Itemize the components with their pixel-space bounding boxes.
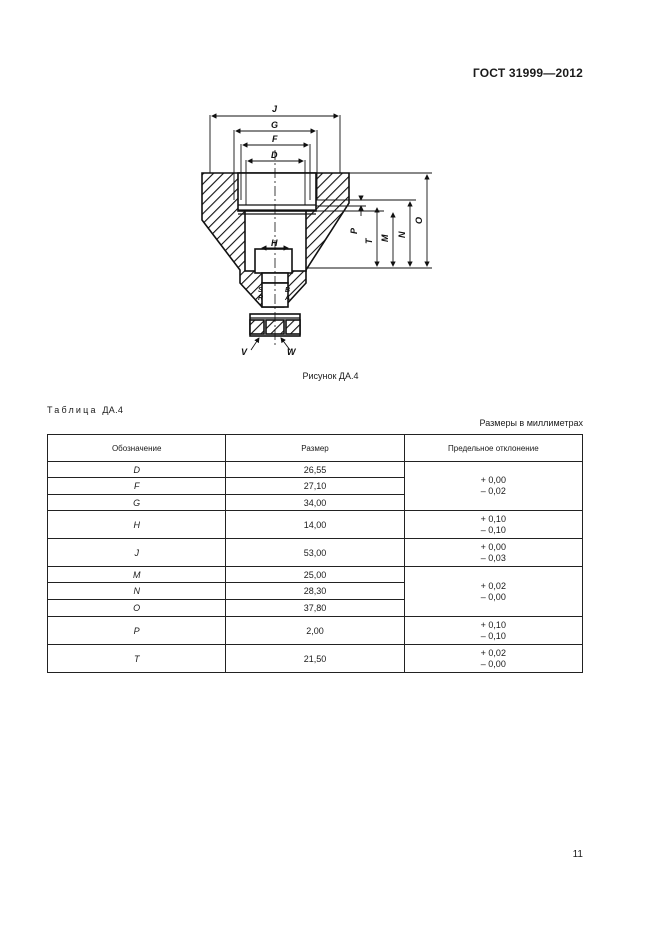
row-size: 2,00 xyxy=(226,617,404,645)
row-symbol: D xyxy=(48,462,226,478)
tolerance-upper: + 0,00 xyxy=(480,541,506,552)
table-row xyxy=(48,511,583,539)
row-tolerance xyxy=(404,539,582,567)
label-D: D xyxy=(271,150,278,160)
tolerance-upper: + 0,10 xyxy=(480,619,506,630)
row-size: 34,00 xyxy=(226,495,404,511)
row-size: 53,00 xyxy=(226,539,404,567)
header-tolerance: Предельное отклонение xyxy=(404,435,582,462)
technical-drawing xyxy=(0,0,661,400)
label-V: V xyxy=(241,347,248,357)
row-size: 28,30 xyxy=(226,583,404,600)
row-symbol: F xyxy=(48,478,226,495)
dimensions-table xyxy=(47,434,583,673)
table-title-number: ДА.4 xyxy=(102,405,124,415)
label-F: F xyxy=(272,134,278,144)
row-symbol: N xyxy=(48,583,226,600)
tolerance-lower: – 0,00 xyxy=(480,658,506,669)
page-number: 11 xyxy=(572,849,583,860)
row-size: 26,55 xyxy=(226,462,404,478)
row-size: 27,10 xyxy=(226,478,404,495)
row-symbol: O xyxy=(48,600,226,617)
tolerance-lower: – 0,10 xyxy=(480,630,506,641)
tolerance-lower: – 0,00 xyxy=(480,591,506,602)
label-A: A xyxy=(285,295,291,302)
table-header-row xyxy=(48,435,583,462)
label-J: J xyxy=(272,104,278,114)
table-row xyxy=(48,567,583,583)
row-symbol: H xyxy=(48,511,226,539)
table-title-prefix: Таблица xyxy=(47,405,98,415)
row-tolerance xyxy=(404,511,582,539)
table-row xyxy=(48,539,583,567)
row-tolerance xyxy=(404,617,582,645)
label-N: N xyxy=(397,231,407,238)
label-G: G xyxy=(271,120,279,130)
row-tolerance xyxy=(404,645,582,673)
table-row xyxy=(48,645,583,673)
header-size: Размер xyxy=(226,435,404,462)
tolerance-upper: + 0,02 xyxy=(480,580,506,591)
row-tolerance xyxy=(404,567,582,617)
table-row xyxy=(48,462,583,478)
tolerance-upper: + 0,02 xyxy=(480,647,506,658)
label-M: M xyxy=(380,234,390,242)
tolerance-upper: + 0,10 xyxy=(480,513,506,524)
part-body xyxy=(202,173,349,336)
table-title xyxy=(47,405,123,415)
row-symbol: J xyxy=(48,539,226,567)
row-size: 14,00 xyxy=(226,511,404,539)
label-T: T xyxy=(364,238,374,244)
label-O: O xyxy=(414,216,424,224)
row-size: 25,00 xyxy=(226,567,404,583)
label-P: P xyxy=(349,227,359,234)
label-S: S xyxy=(258,287,263,294)
label-B: B xyxy=(285,287,291,294)
tolerance-lower: – 0,10 xyxy=(480,524,506,535)
standard-code: ГОСТ 31999—2012 xyxy=(472,66,583,80)
row-size: 37,80 xyxy=(226,600,404,617)
row-symbol: M xyxy=(48,567,226,583)
units-note: Размеры в миллиметрах xyxy=(479,418,583,428)
table-row xyxy=(48,617,583,645)
tolerance-lower: – 0,03 xyxy=(480,552,506,563)
label-H: H xyxy=(271,238,278,248)
label-R: R xyxy=(258,295,264,302)
row-symbol: T xyxy=(48,645,226,673)
row-symbol: P xyxy=(48,617,226,645)
row-tolerance xyxy=(404,462,582,511)
tolerance-upper: + 0,00 xyxy=(480,475,506,485)
label-W: W xyxy=(287,347,296,357)
row-size: 21,50 xyxy=(226,645,404,673)
header-designation: Обозначение xyxy=(48,435,226,462)
tolerance-lower: – 0,02 xyxy=(480,486,506,496)
row-symbol: G xyxy=(48,495,226,511)
figure-caption: Рисунок ДА.4 xyxy=(302,371,359,381)
